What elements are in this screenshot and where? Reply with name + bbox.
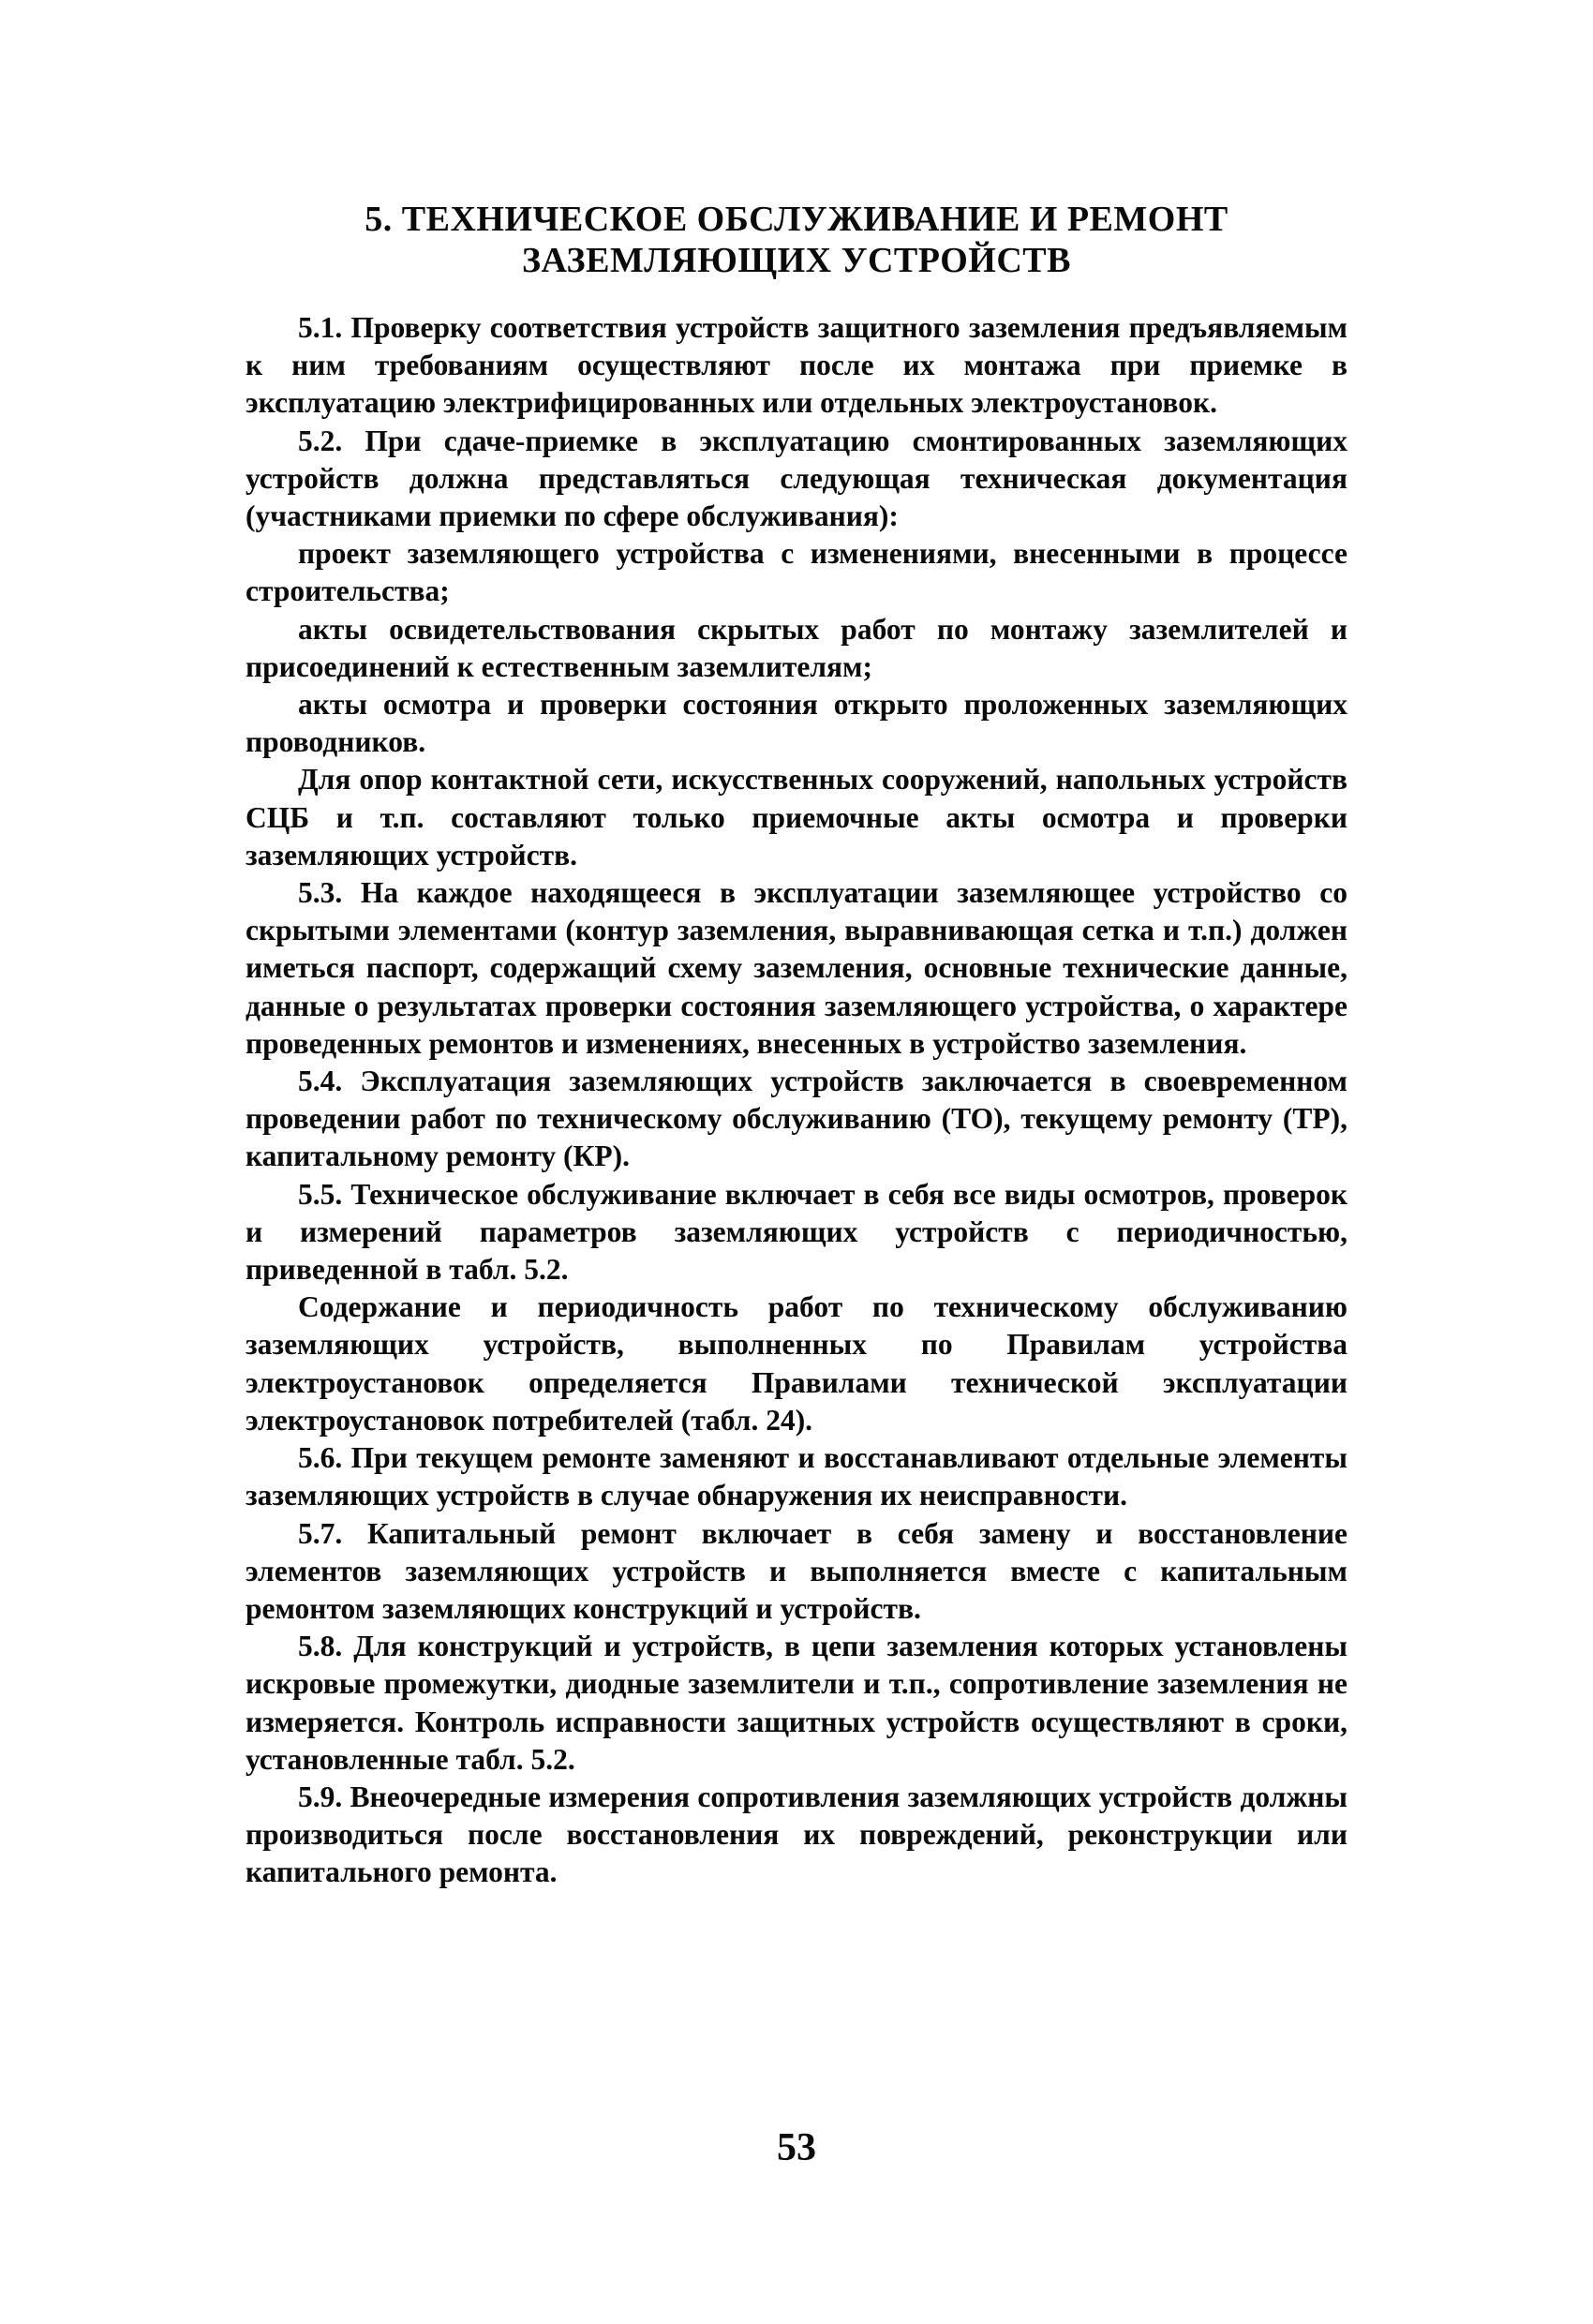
- paragraph-5-9: 5.9. Внеочередные измерения сопротивления заземляющих устройств должны производиться после восстановления их повреждений, реконструкции или капитального ремонта.: [246, 1780, 1347, 1889]
- section-title-line-2: ЗАЗЕМЛЯЮЩИХ УСТРОЙСТВ: [521, 241, 1071, 280]
- paragraph-5-8: 5.8. Для конструкций и устройств, в цепи заземления которых установлены искровые промежутки, диодные заземлители и т.п., сопротивление заземления не измеряется. Контроль исправности защитных устройств осуществляют в сроки, установленные табл. 5.2.: [246, 1630, 1347, 1776]
- paragraph-5-7: 5.7. Капитальный ремонт включает в себя замену и восстановление элементов заземляющих устройств и выполняется вместе с капитальным ремонтом заземляющих конструкций и устройств.: [246, 1516, 1347, 1625]
- body-text: [246, 309, 1347, 1892]
- paragraph-5-4: 5.4. Эксплуатация заземляющих устройств заключается в своевременном проведении работ по техническому обслуживанию (ТО), текущему ремонту (ТР), капитальному ремонту (КР).: [246, 1065, 1347, 1173]
- section-title-line-1: 5. ТЕХНИЧЕСКОЕ ОБСЛУЖИВАНИЕ И РЕМОНТ: [365, 200, 1228, 239]
- paragraph-maintenance-content: Содержание и периодичность работ по техническому обслуживанию заземляющих устройств, выполненных по Правилам устройства электроустановок определяется Правилами технической эксплуатации электроустановок потребителей (табл. 24).: [246, 1290, 1347, 1437]
- paragraph-5-2: 5.2. При сдаче-приемке в эксплуатацию смонтированных заземляющих устройств должна представляться следующая техническая документация (участниками приемки по сфере обслуживания):: [246, 424, 1347, 533]
- page-number: 53: [777, 2126, 816, 2169]
- list-item-project: проект заземляющего устройства с изменениями, внесенными в процессе строительства;: [246, 537, 1347, 608]
- paragraph-5-3: 5.3. На каждое находящееся в эксплуатации заземляющее устройство со скрытыми элементами (контур заземления, выравнивающая сетка и т.п.) должен иметься паспорт, содержащий схему заземления, основные технические данные, данные о результатах проверки состояния заземляющего устройства, о характере проведенных ремонтов и изменениях, внесенных в устройство заземления.: [246, 876, 1347, 1060]
- list-item-inspection-acts: акты осмотра и проверки состояния открыто проложенных заземляющих проводников.: [246, 688, 1347, 759]
- paragraph-supports-note: Для опор контактной сети, искусственных сооружений, напольных устройств СЦБ и т.п. составляют только приемочные акты осмотра и проверки заземляющих устройств.: [246, 763, 1347, 872]
- paragraph-5-5: 5.5. Техническое обслуживание включает в себя все виды осмотров, проверок и измерений параметров заземляющих устройств с периодичностью, приведенной в табл. 5.2.: [246, 1177, 1347, 1287]
- paragraph-5-1: 5.1. Проверку соответствия устройств защитного заземления предъявляемым к ним требованиям осуществляют после их монтажа при приемке в эксплуатацию электрифицированных или отдельных электроустановок.: [246, 311, 1347, 420]
- paragraph-5-6: 5.6. При текущем ремонте заменяют и восстанавливают отдельные элементы заземляющих устройств в случае обнаружения их неисправности.: [246, 1441, 1347, 1512]
- section-title: [246, 199, 1347, 281]
- list-item-hidden-works-acts: акты освидетельствования скрытых работ по монтажу заземлителей и присоединений к естественным заземлителям;: [246, 612, 1347, 683]
